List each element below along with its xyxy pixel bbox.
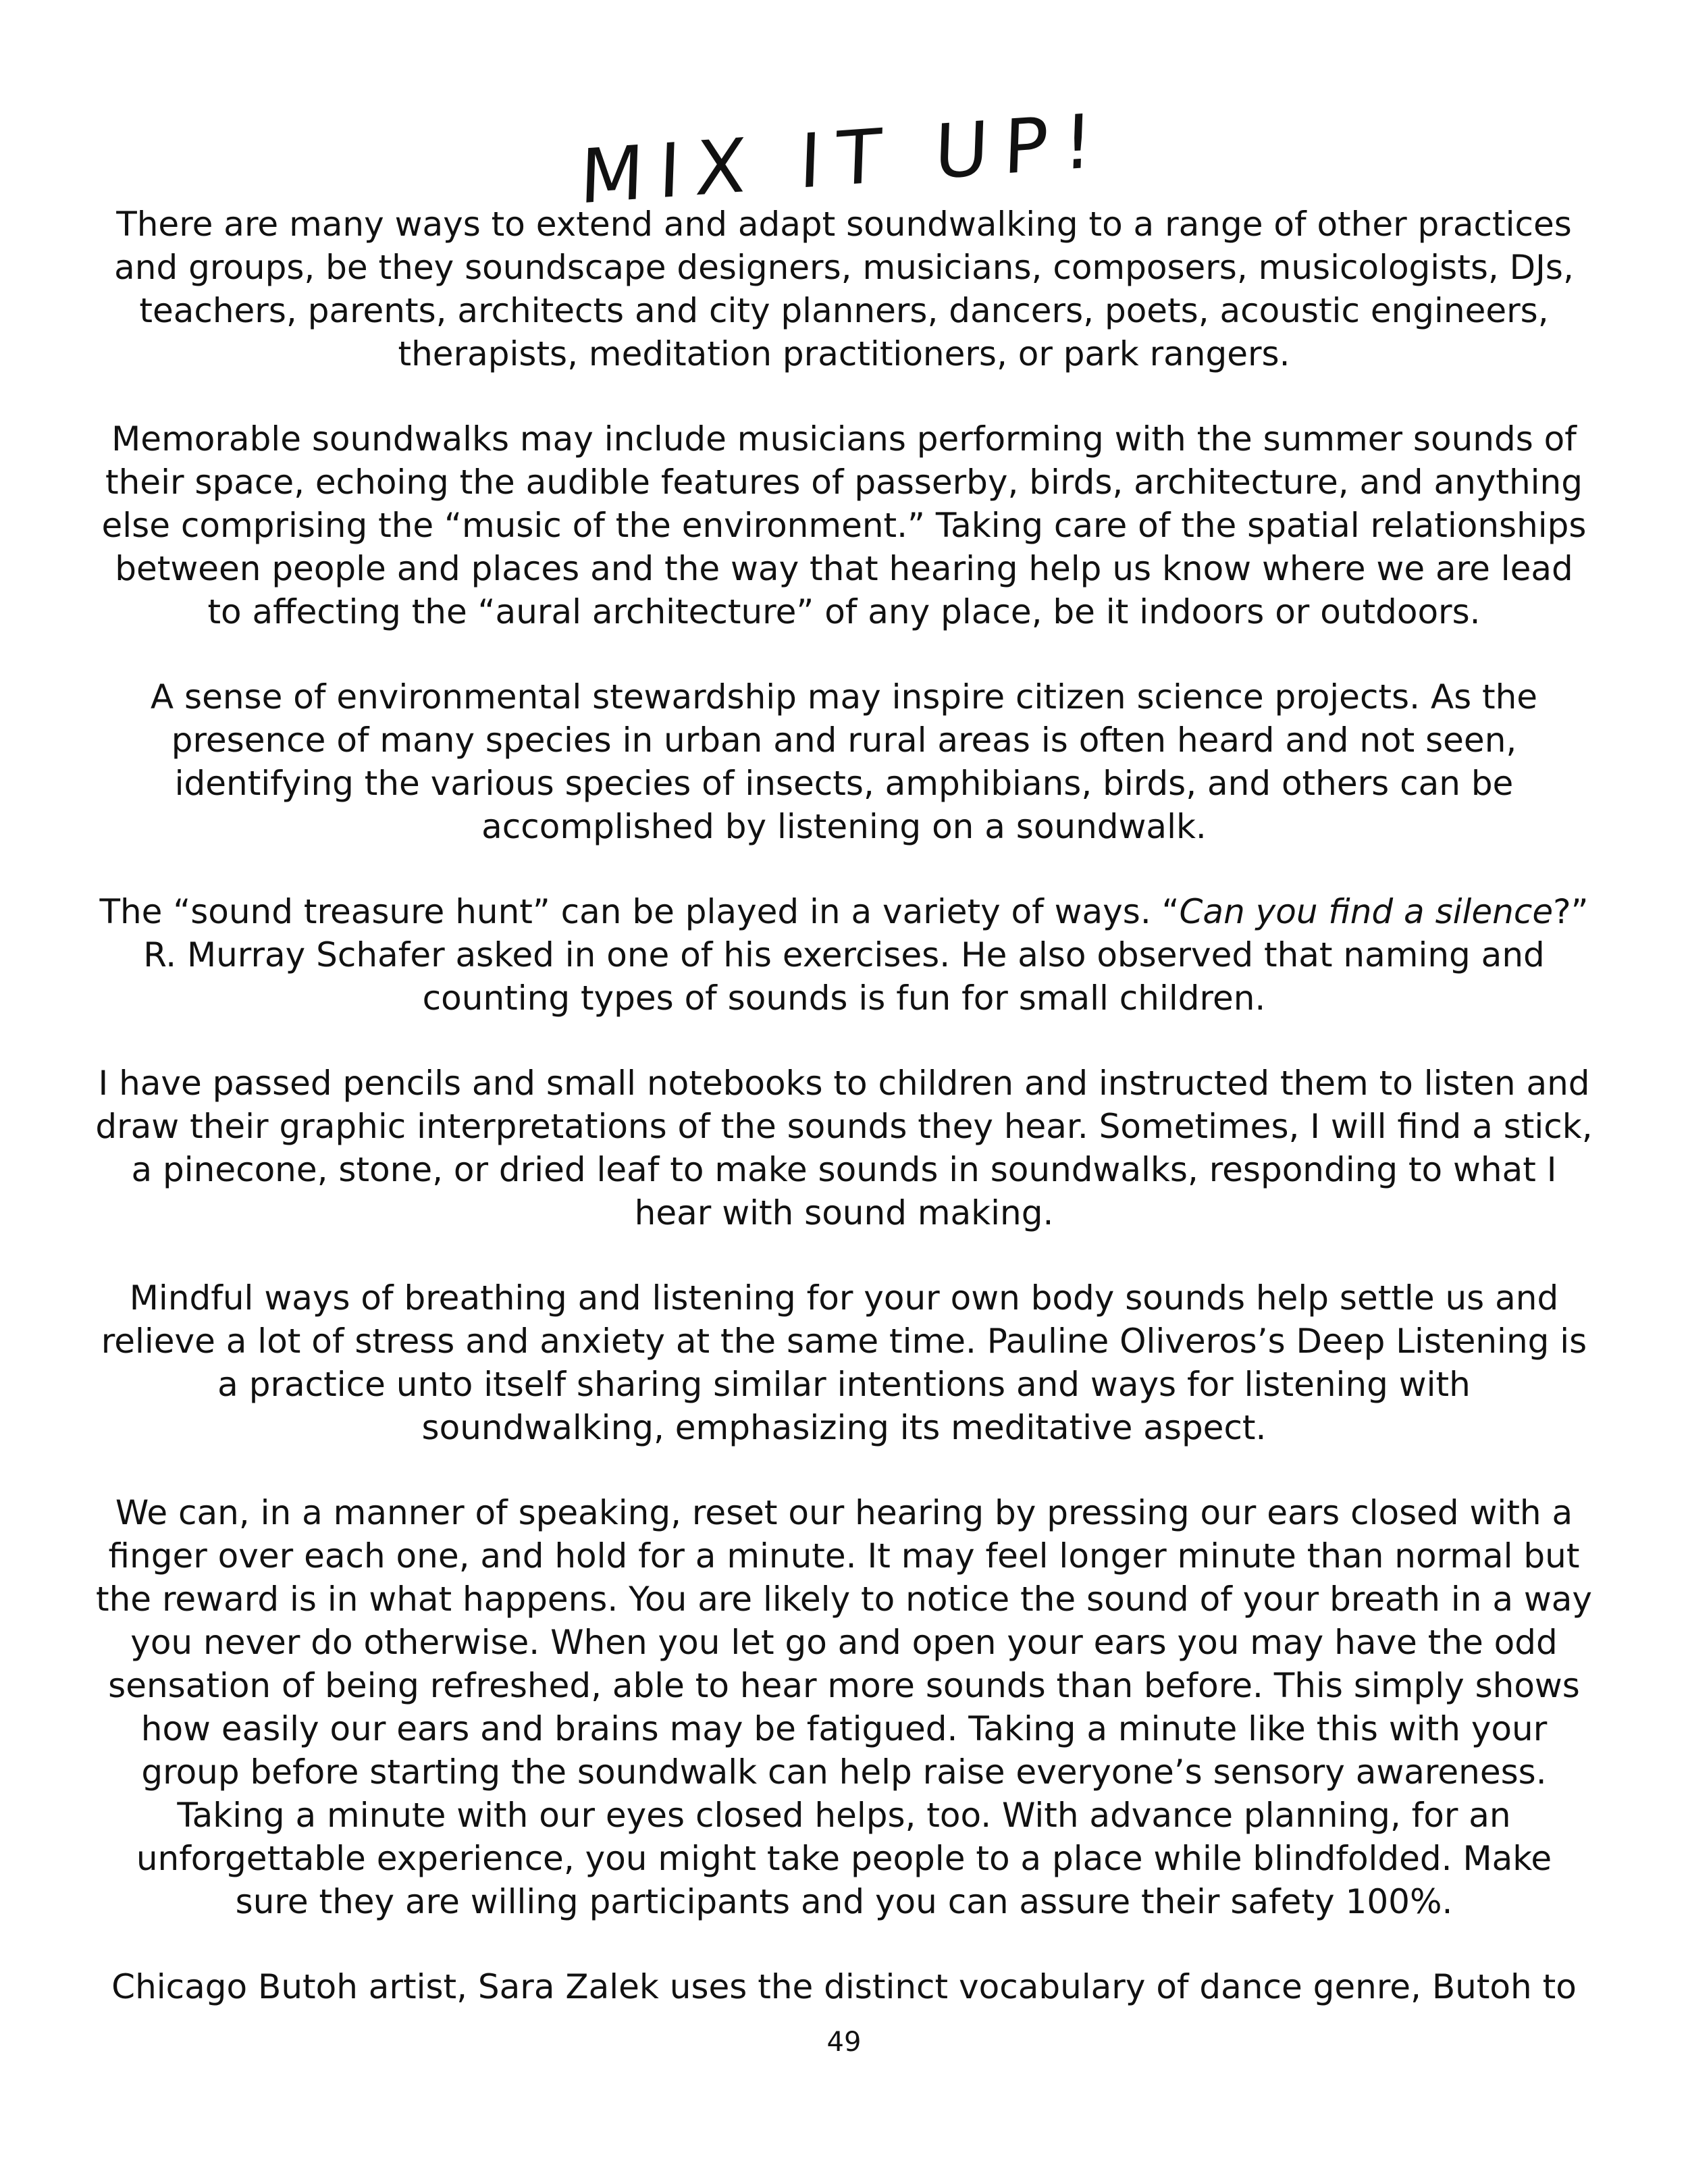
paragraph-butoh: Chicago Butoh artist, Sara Zalek uses the distinct vocabulary of dance genre, Butoh to bbox=[111, 1967, 1577, 2006]
page-title: MIX IT UP! bbox=[579, 97, 1109, 221]
treasure-hunt-italic-quote: Can you find a silence bbox=[1179, 892, 1554, 931]
paragraph-mindful-breathing: Mindful ways of breathing and listening for your own body sounds help settle us and relieve a lot of stress and anxiety at the same time. Pauline Oliveros’s Deep Listening is a practice unto itself sharing similar intentions and ways for listening with soundwalking, emphasizing its meditative aspect. bbox=[101, 1278, 1587, 1447]
treasure-hunt-text-end: ?” R. Murray Schafer asked in one of his exercises. He also observed that naming and counting types of sounds is fun for small children. bbox=[143, 892, 1589, 1018]
title-container bbox=[0, 97, 1688, 221]
body-text bbox=[95, 203, 1593, 2050]
treasure-hunt-text-start: The “sound treasure hunt” can be played in a variety of ways. “ bbox=[99, 892, 1180, 931]
page-number: 49 bbox=[826, 2027, 862, 2058]
paragraph-environmental-stewardship: A sense of environmental stewardship may inspire citizen science projects. As the presence of many species in urban and rural areas is often heard and not seen, identifying the various species of insects, amphibians, birds, and others can be accomplished by listening on a soundwalk. bbox=[150, 677, 1538, 846]
paragraph-children-drawing: I have passed pencils and small notebooks to children and instructed them to listen and draw their graphic interpretations of the sounds they hear. Sometimes, I will find a stick, a pinecone, stone, or dried leaf to make sounds in soundwalks, responding to what I hear with sound making. bbox=[95, 1064, 1593, 1232]
paragraph-memorable-soundwalks: Memorable soundwalks may include musicians performing with the summer sounds of their space, echoing the audible features of passerby, birds, architecture, and anything else comprising the “music of the environment.” Taking care of the spatial relationships between people and places and the way that hearing help us know where we are lead to affecting the “aural architecture” of any place, be it indoors or outdoors. bbox=[101, 419, 1587, 631]
paragraph-sound-treasure-hunt bbox=[95, 890, 1593, 1020]
paragraph-disciplines: There are many ways to extend and adapt soundwalking to a range of other practices and groups, be they soundscape designers, musicians, composers, musicologists, DJs, teachers, parents, architects and city planners, dancers, poets, acoustic engineers, therapists, meditation practitioners, or park rangers. bbox=[114, 205, 1574, 373]
paragraph-reset-hearing: We can, in a manner of speaking, reset our hearing by pressing our ears closed with a finger over each one, and hold for a minute. It may feel longer minute than normal but the reward is in what happens. You are likely to notice the sound of your breath in a way you never do otherwise. When you let go and open your ears you may have the odd sensation of being refreshed, able to hear more sounds than before. This simply shows how easily our ears and brains may be fatigued. Taking a minute like this with your group before starting the soundwalk can help raise everyone’s sensory awareness. Taking a minute with our eyes closed helps, too. With advance planning, for an unforgettable experience, you might take people to a place while blindfolded. Make sure they are willing participants and you can assure their safety 100%. bbox=[96, 1493, 1592, 1921]
